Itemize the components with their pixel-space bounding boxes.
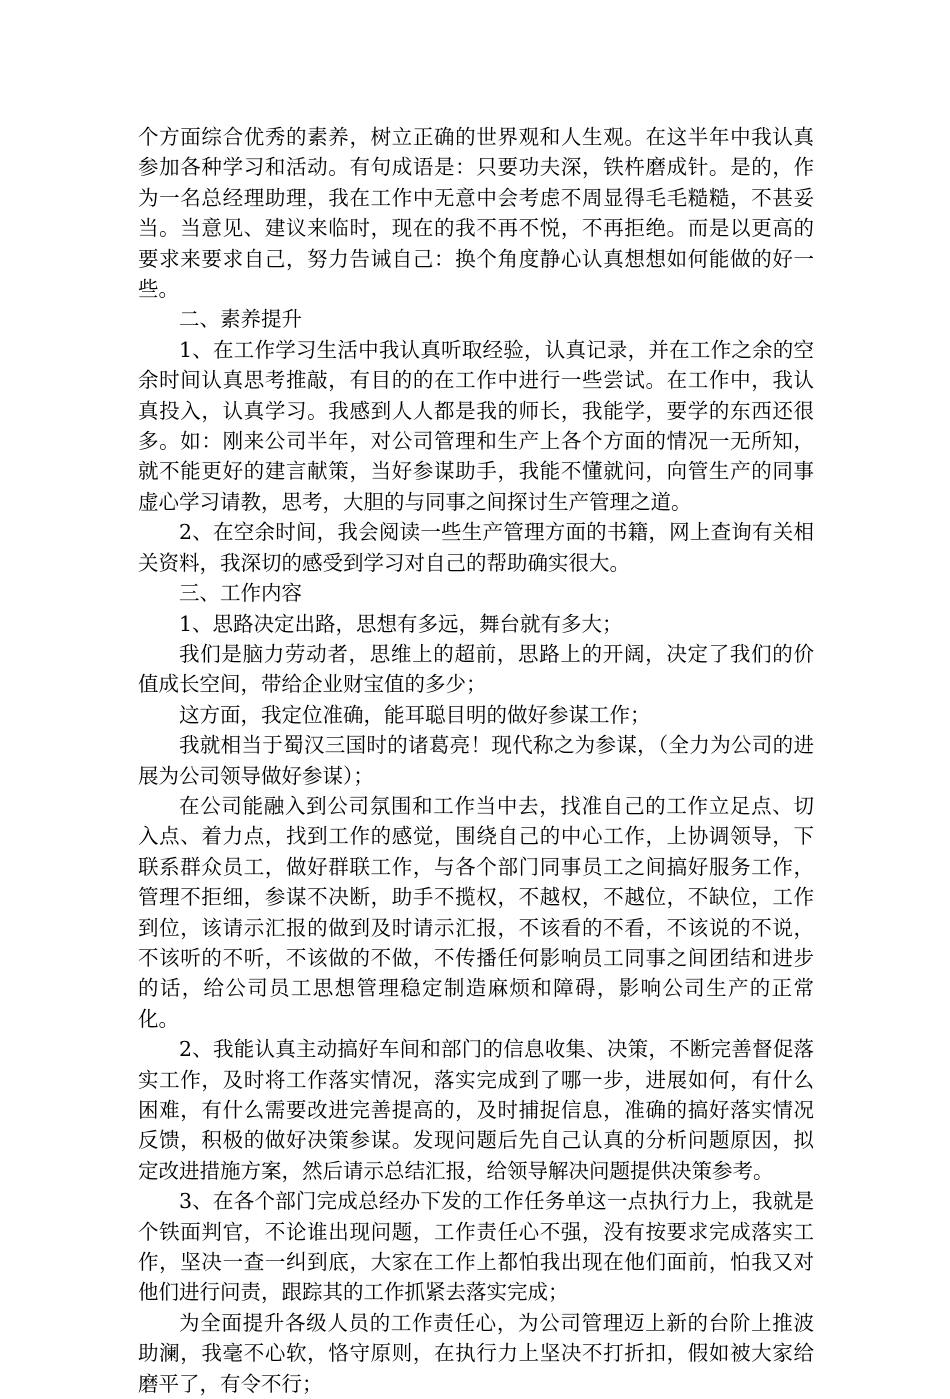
paragraph: 我就相当于蜀汉三国时的诸葛亮！现代称之为参谋，（全力为公司的进展为公司领导做好参谋）； (138, 733, 814, 788)
paragraph: 2、在空余时间，我会阅读一些生产管理方面的书籍，网上查询有关相关资料，我深切的感受到学习对自己的帮助确实很大。 (138, 520, 814, 575)
paragraph: 3、在各个部门完成总经办下发的工作任务单这一点执行力上，我就是个铁面判官，不论谁出现问题，工作责任心不强，没有按要求完成落实工作，坚决一查一纠到底，大家在工作上都怕我出现在他们面前，怕我又对他们进行问责，跟踪其的工作抓紧去落实完成； (138, 1189, 814, 1305)
paragraph: 1、在工作学习生活中我认真听取经验，认真记录，并在工作之余的空余时间认真思考推敲，有目的的在工作中进行一些尝试。在工作中，我认真投入，认真学习。我感到人人都是我的师长，我能学，要学的东西还很多。如：刚来公司半年，对公司管理和生产上各个方面的情况一无所知，就不能更好的建言献策，当好参谋助手，我能不懂就问，向管生产的同事虚心学习请教，思考，大胆的与同事之间探讨生产管理之道。 (138, 337, 814, 514)
paragraph: 这方面，我定位准确，能耳聪目明的做好参谋工作； (179, 702, 651, 727)
paragraph-continuation: 个方面综合优秀的素养，树立正确的世界观和人生观。在这半年中我认真参加各种学习和活动。有句成语是：只要功夫深，铁杵磨成针。是的，作为一名总经理助理，我在工作中无意中会考虑不周显得毛毛糙糙，不甚妥当。当意见、建议来临时，现在的我不再不悦，不再拒绝。而是以更高的要求来要求自己，努力告诫自己：换个角度静心认真想想如何能做的好一些。 (138, 125, 814, 302)
paragraph: 我们是脑力劳动者，思维上的超前，思路上的开阔，决定了我们的价值成长空间，带给企业财宝值的多少； (138, 641, 814, 697)
section-heading-2: 二、素养提升 (179, 307, 302, 332)
paragraph: 2、我能认真主动搞好车间和部门的信息收集、决策，不断完善督促落实工作，及时将工作落实情况，落实完成到了哪一步，进展如何，有什么困难，有什么需要改进完善提高的，及时捕捉信息，准确的搞好落实情况反馈，积极的做好决策参谋。发现问题后先自己认真的分析问题原因，拟定改进措施方案，然后请示总结汇报，给领导解决问题提供决策参考。 (138, 1037, 814, 1183)
section-heading-3: 三、工作内容 (179, 581, 302, 606)
paragraph: 在公司能融入到公司氛围和工作当中去，找准自己的工作立足点、切入点、着力点，找到工作的感觉，围绕自己的中心工作，上协调领导，下联系群众员工，做好群联工作，与各个部门同事员工之间搞好服务工作，管理不拒细，参谋不决断，助手不揽权，不越权，不越位，不缺位，工作到位，该请示汇报的做到及时请示汇报，不该看的不看，不该说的不说，不该听的不听，不该做的不做，不传播任何影响员工同事之间团结和进步的话，给公司员工思想管理稳定制造麻烦和障碍，影响公司生产的正常化。 (138, 793, 814, 1031)
paragraph: 为全面提升各级人员的工作责任心，为公司管理迈上新的台阶上推波助澜，我毫不心软，恪守原则，在执行力上坚决不打折扣，假如被大家给磨平了，有令不行； (138, 1310, 814, 1396)
body-text (138, 122, 814, 1399)
paragraph: 1、思路决定出路，思想有多远，舞台就有多大； (179, 611, 623, 636)
